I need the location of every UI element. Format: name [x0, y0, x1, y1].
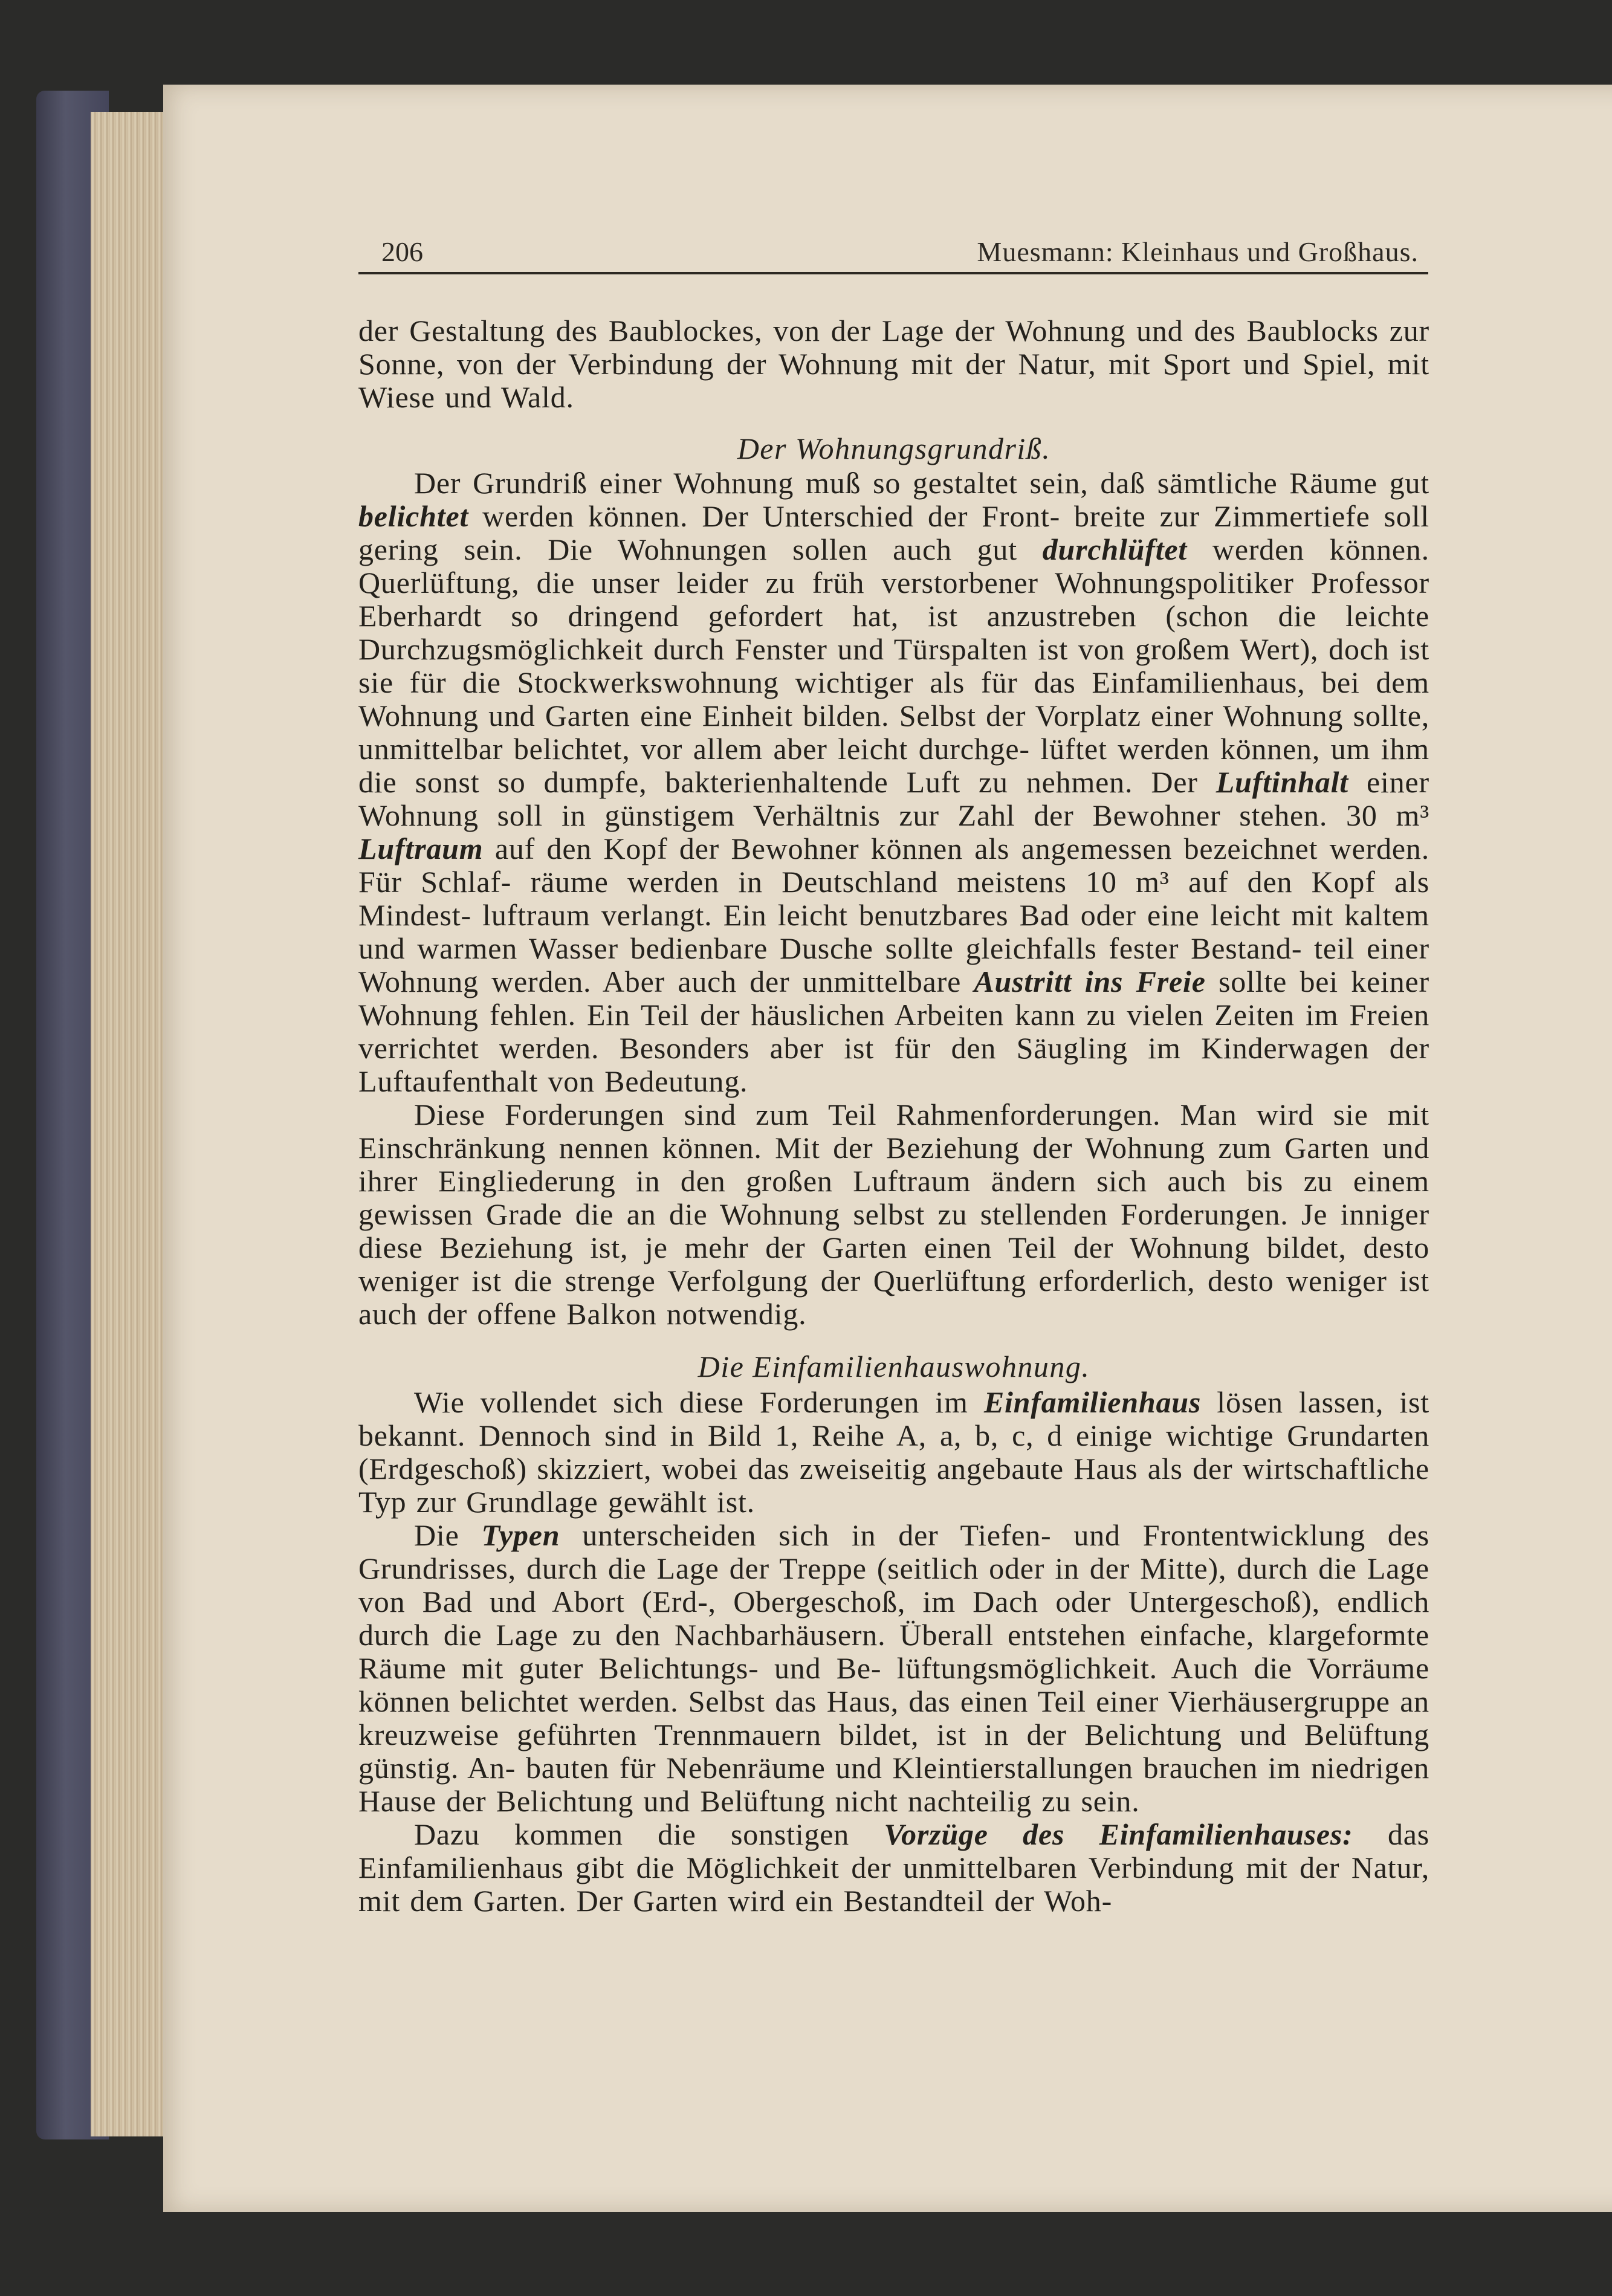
emphasis-austritt: Austritt ins Freie	[974, 965, 1206, 998]
paragraph-rahmenforderungen: Diese Forderungen sind zum Teil Rahmenforderungen. Man wird sie mit Einschränkung nennen können. Mit der Beziehung der Wohnung zum Garten und ihrer Eingliederung in den großen Luftraum ändern sich auch bis zu einem gewissen Grade die an die Wohnung selbst zu stellenden Forderungen. Je inniger diese Beziehung ist, je mehr der Garten einen Teil der Wohnung bildet, desto weniger ist die strenge Verfolgung der Querlüftung erforderlich, desto weniger ist auch der offene Balkon notwendig.	[358, 1098, 1429, 1331]
emphasis-einfamilienhaus: Einfamilienhaus	[983, 1385, 1202, 1419]
running-title: Muesmann: Kleinhaus und Großhaus.	[977, 236, 1419, 267]
emphasis-belichtet: belichtet	[358, 499, 469, 533]
emphasis-luftinhalt: Luftinhalt	[1215, 765, 1348, 799]
intro-paragraph: der Gestaltung des Baublockes, von der Lage der Wohnung und des Baublocks zur Sonne, von der Verbindung der Wohnung mit der Natur, mit Sport und Spiel, mit Wiese und Wald.	[358, 314, 1429, 414]
paragraph-grundriss: Der Grundriß einer Wohnung muß so gestaltet sein, daß sämtliche Räume gut belichtet werden können. Der Unterschied der Front- breite zur Zimmertiefe soll gering sein. Die Wohnungen sollen auch gut durchlüftet werden können. Querlüftung, die unser leider zu früh verstorbener Wohnungspolitiker Professor Eberhardt so dringend gefordert hat, ist anzustreben (schon die leichte Durchzugsmöglichkeit durch Fenster und Türspalten ist von großem Wert), doch ist sie für die Stockwerkswohnung wichtiger als für das Einfamilienhaus, bei dem Wohnung und Garten eine Einheit bilden. Selbst der Vorplatz einer Wohnung sollte, unmittelbar belichtet, vor allem aber leicht durchge- lüftet werden können, um ihm die sonst so dumpfe, bakterienhaltende Luft zu nehmen. Der Luftinhalt einer Wohnung soll in günstigem Verhältnis zur Zahl der Bewohner stehen. 30 m³ Luftraum auf den Kopf der Bewohner können als angemessen bezeichnet werden. Für Schlaf- räume werden in Deutschland meistens 10 m³ auf den Kopf als Mindest- luftraum verlangt. Ein leicht benutzbares Bad oder eine leicht mit kaltem und warmen Wasser bedienbare Dusche sollte gleichfalls fester Bestand- teil einer Wohnung werden. Aber auch der unmittelbare Austritt ins Freie sollte bei keiner Wohnung fehlen. Ein Teil der häuslichen Arbeiten kann zu vielen Zeiten im Freien verrichtet werden. Besonders aber ist für den Säugling im Kinderwagen der Luftaufenthalt von Bedeutung.	[358, 466, 1429, 1098]
page-header	[358, 231, 1428, 274]
body-text	[358, 314, 1429, 1918]
emphasis-vorzuege: Vorzüge des Einfamilienhauses:	[884, 1817, 1353, 1851]
paragraph-einfamilienhaus: Wie vollendet sich diese Forderungen im Einfamilienhaus lösen lassen, ist bekannt. Dennoch sind in Bild 1, Reihe A, a, b, c, d einige wichtige Grundarten (Erdgeschoß) skizziert, wobei das zweiseitig angebaute Haus als der wirtschaftliche Typ zur Grundlage gewählt ist.	[358, 1385, 1429, 1519]
page-number: 206	[381, 236, 423, 267]
emphasis-durchlueftet: durchlüftet	[1042, 532, 1188, 566]
emphasis-luftraum: Luftraum	[358, 832, 484, 865]
emphasis-typen: Typen	[481, 1518, 560, 1552]
paragraph-typen: Die Typen unterscheiden sich in der Tiefen- und Frontentwicklung des Grundrisses, durch die Lage der Treppe (seitlich oder in der Mitte), durch die Lage von Bad und Abort (Erd-, Obergeschoß, im Dach oder Untergeschoß), endlich durch die Lage zu den Nachbarhäusern. Überall entstehen einfache, klargeformte Räume mit guter Belichtungs- und Be- lüftungsmöglichkeit. Auch die Vorräume können belichtet werden. Selbst das Haus, das einen Teil einer Vierhäusergruppe an kreuzweise geführten Trennmauern bildet, ist in der Belichtung und Belüftung günstig. An- bauten für Nebenräume und Kleintierstallungen brauchen im niedrigen Hause der Belichtung und Belüftung nicht nachteilig zu sein.	[358, 1518, 1429, 1818]
section-heading-einfamilienhauswohnung: Die Einfamilienhauswohnung.	[698, 1350, 1090, 1383]
paragraph-vorzuege: Dazu kommen die sonstigen Vorzüge des Einfamilienhauses: das Einfamilienhaus gibt die Möglichkeit der unmittelbaren Verbindung mit der Natur, mit dem Garten. Der Garten wird ein Bestandteil der Woh-	[358, 1817, 1429, 1918]
section-heading-wohnungsgrundriss: Der Wohnungsgrundriß.	[737, 432, 1051, 465]
